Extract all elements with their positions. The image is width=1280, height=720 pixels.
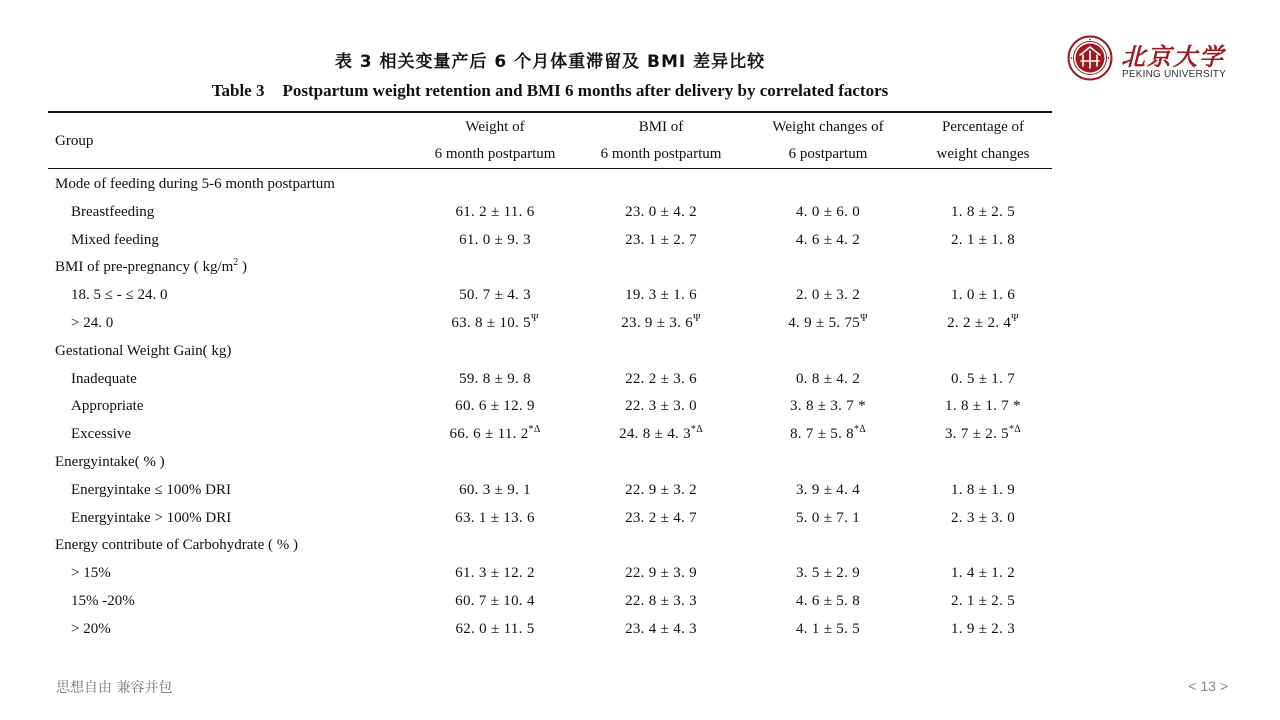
table-cell: 1. 4 ± 1. 2 — [950, 565, 1016, 582]
row-label: Energyintake ≤ 100% DRI — [71, 481, 232, 498]
data-table — [48, 114, 1052, 644]
table-cell: 1. 8 ± 2. 5 — [950, 203, 1016, 220]
table-cell: 59. 8 ± 9. 8 — [459, 370, 531, 387]
table-cell: 4. 0 ± 6. 0 — [795, 203, 861, 220]
row-label: Energy contribute of Carbohydrate ( % ) — [55, 537, 298, 554]
row-label: Inadequate — [71, 370, 137, 387]
significance-marker: Ψ — [530, 312, 539, 324]
table-cell: 1. 8 ± 1. 9 — [950, 481, 1016, 498]
table-cell: 19. 3 ± 1. 6 — [625, 287, 697, 304]
table-cell: 1. 0 ± 1. 6 — [950, 287, 1016, 304]
table-cell: 60. 6 ± 12. 9 — [455, 398, 535, 415]
table-cell: 4. 1 ± 5. 5 — [795, 620, 861, 637]
table-cell: 63. 8 ± 10. $5^\Psi$ — [451, 312, 539, 331]
table-title-text: Postpartum weight retention and BMI 6 months after delivery by correlated factors — [282, 81, 889, 100]
row-label: BMI of pre-pregnancy ( $kg/m^2$ ) — [55, 257, 248, 276]
row-label: Energyintake( % ) — [55, 453, 165, 470]
table-cell: 4. 9 ± 5. $75^\Psi$ — [788, 312, 868, 331]
table-cell: 2. 2 ± 2. $4^\Psi$ — [947, 312, 1019, 331]
column-header-group: Group — [55, 132, 94, 149]
page-indicator[interactable]: < 13 > — [1188, 678, 1228, 694]
row-label: Breastfeeding — [71, 203, 155, 220]
row-label: Excessive — [71, 426, 131, 443]
table-row — [48, 616, 1052, 644]
table-cell: 63. 1 ± 13. 6 — [455, 509, 535, 526]
logo-chinese-name: 北京大学 — [1121, 42, 1225, 71]
table-cell: 5. 0 ± 7. 1 — [795, 509, 861, 526]
significance-marker: Ψ — [693, 312, 701, 324]
table-row — [48, 588, 1052, 616]
table-header-row — [48, 114, 1052, 168]
table-cell: 61. 2 ± 11. 6 — [455, 203, 535, 220]
table-cell: 60. 3 ± 9. 1 — [459, 481, 531, 498]
significance-marker: *Δ — [854, 424, 867, 436]
row-label: 15% -20% — [71, 592, 135, 609]
table-cell: 3. 9 ± 4. 4 — [795, 481, 861, 498]
table-cell: 23. 1 ± 2. 7 — [625, 231, 697, 248]
row-label: > 24. 0 — [71, 314, 114, 331]
table-cell: 22. 9 ± 3. 2 — [625, 481, 697, 498]
table-cell: 23. 9 ± 3. $6^\Psi$ — [621, 312, 701, 331]
table-category-row — [48, 338, 1052, 366]
table-cell: 22. 9 ± 3. 9 — [625, 565, 697, 582]
table-cell: 3. 8 ± 3. 7 * — [790, 398, 866, 415]
table-top-rule — [48, 111, 1052, 113]
significance-marker: *Δ — [528, 424, 541, 436]
table-cell: 1. 9 ± 2. 3 — [950, 620, 1016, 637]
table-cell: 2. 3 ± 3. 0 — [950, 509, 1016, 526]
table-cell: 50. 7 ± 4. 3 — [459, 287, 531, 304]
significance-marker: *Δ — [1009, 424, 1022, 436]
row-label: Gestational Weight Gain( kg) — [55, 342, 232, 359]
table-cell: 3. 5 ± 2. 9 — [795, 565, 861, 582]
table-cell: 24. 8 ± 4. $3^{*\Delta}$ — [619, 424, 703, 443]
table-row — [48, 505, 1052, 533]
row-label: > 20% — [71, 620, 111, 637]
table-cell: 66. 6 ± 11. $2^{*\Delta}$ — [449, 424, 541, 443]
table-cell: 60. 7 ± 10. 4 — [455, 592, 535, 609]
table-row — [48, 366, 1052, 394]
table-category-row — [48, 171, 1052, 199]
column-header-weight: Weight of 6 month postpartum — [434, 119, 556, 162]
column-header-percentage: Percentage of weight changes — [936, 119, 1030, 162]
row-label: Energyintake > 100% DRI — [71, 509, 232, 526]
table-cell: 1. 8 ± 1. 7 * — [945, 398, 1021, 415]
table-cell: 23. 4 ± 4. 3 — [625, 620, 697, 637]
table-cell: 0. 8 ± 4. 2 — [795, 370, 861, 387]
table-category-row — [48, 532, 1052, 560]
table-cell: 4. 6 ± 5. 8 — [795, 592, 861, 609]
row-label: Mixed feeding — [71, 231, 159, 248]
table-caption — [48, 48, 1052, 106]
significance-marker: Ψ — [1011, 312, 1019, 324]
table-cell: 61. 0 ± 9. 3 — [459, 231, 531, 248]
table-cell: 61. 3 ± 12. 2 — [455, 565, 535, 582]
table-row — [48, 393, 1052, 421]
university-logo — [1067, 35, 1227, 83]
table-cell: 0. 5 ± 1. 7 — [950, 370, 1016, 387]
table-row — [48, 477, 1052, 505]
table-cell: 23. 0 ± 4. 2 — [625, 203, 697, 220]
table-row — [48, 421, 1052, 449]
table-cell: 22. 3 ± 3. 0 — [625, 398, 697, 415]
peking-university-seal-icon — [1067, 35, 1113, 81]
column-header-bmi: BMI of 6 month postpartum — [600, 119, 722, 162]
table-cell: 22. 2 ± 3. 6 — [625, 370, 697, 387]
footer-motto: 思想自由 兼容并包 — [56, 680, 173, 696]
table-category-row — [48, 254, 1052, 282]
significance-marker: *Δ — [690, 424, 703, 436]
table-row — [48, 282, 1052, 310]
row-label: > 15% — [71, 565, 111, 582]
row-label: Appropriate — [71, 398, 144, 415]
table-cell: 62. 0 ± 11. 5 — [455, 620, 535, 637]
table-cell: 4. 6 ± 4. 2 — [795, 231, 861, 248]
table-cell: 23. 2 ± 4. 7 — [625, 509, 697, 526]
table-cell: 3. 7 ± 2. $5^{*\Delta}$ — [944, 424, 1022, 443]
significance-marker: Ψ — [860, 312, 868, 324]
row-label: 18. 5 ≤ - ≤ 24. 0 — [71, 287, 168, 304]
table-cell: 2. 1 ± 2. 5 — [950, 592, 1016, 609]
column-header-weight-changes: Weight changes of 6 postpartum — [772, 119, 884, 162]
row-label: Mode of feeding during 5-6 month postpartum — [55, 176, 335, 192]
table-title-chinese: 表 3 相关变量产后 6 个月体重滞留及 BMI 差异比较 — [334, 52, 766, 72]
table-category-row — [48, 449, 1052, 477]
table-body — [48, 171, 1052, 644]
logo-english-name: PEKING UNIVERSITY — [1122, 69, 1226, 80]
table-title-english — [48, 76, 1052, 106]
table-cell: 8. 7 ± 5. $8^{*\Delta}$ — [789, 424, 867, 443]
table-number: Table 3 — [211, 81, 265, 100]
table-row — [48, 310, 1052, 338]
table-cell: 2. 1 ± 1. 8 — [950, 231, 1016, 248]
table-cell: 22. 8 ± 3. 3 — [625, 592, 697, 609]
table-row — [48, 560, 1052, 588]
table-cell: 2. 0 ± 3. 2 — [795, 287, 861, 304]
table-row — [48, 199, 1052, 227]
table-row — [48, 227, 1052, 255]
